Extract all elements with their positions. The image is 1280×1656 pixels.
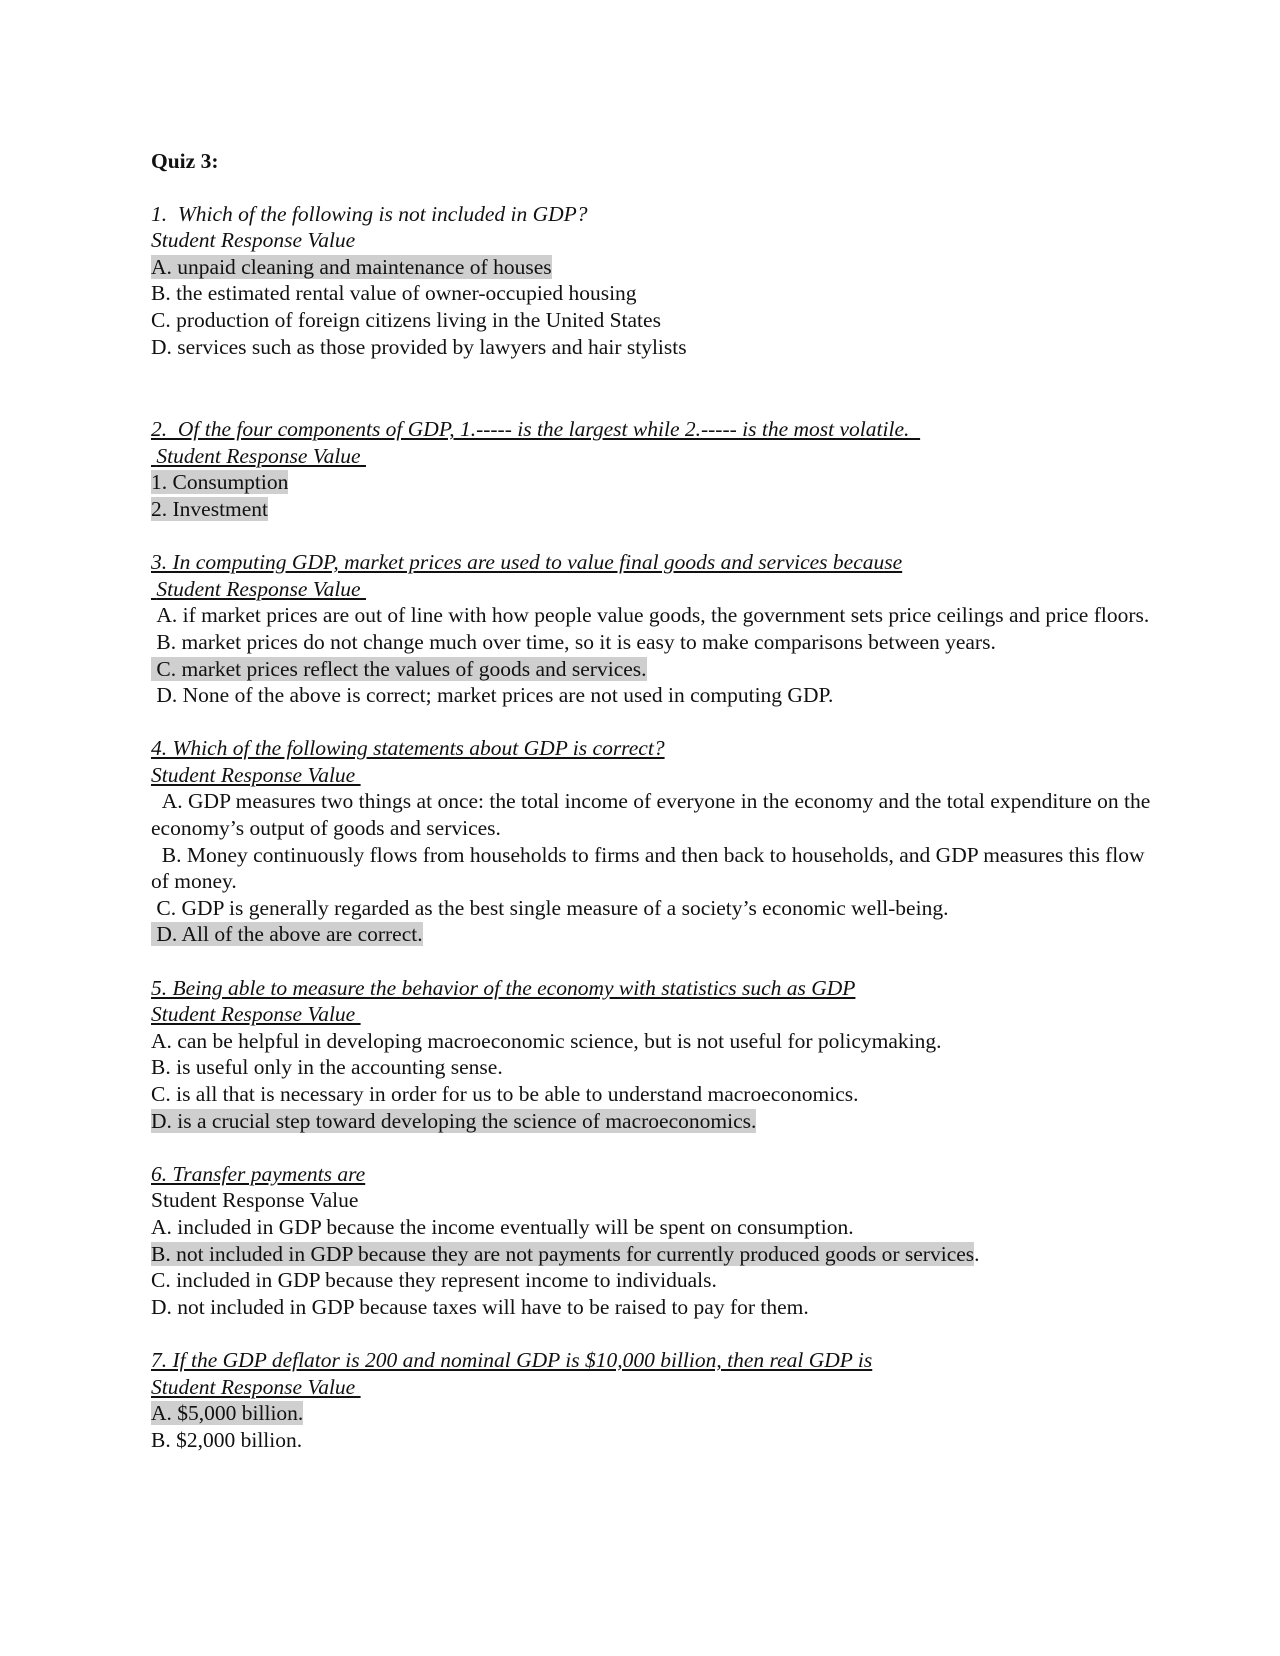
question-6-response-label: Student Response Value (151, 1188, 359, 1213)
question-4-text: 4. Which of the following statements about GDP is correct? (151, 736, 665, 761)
question-3-option-d: D. None of the above is correct; market prices are not used in computing GDP. (151, 683, 834, 708)
question-3-option-b: B. market prices do not change much over time, so it is easy to make comparisons between years. (151, 629, 996, 654)
selected-answer-highlight: 1. Consumption (151, 470, 289, 495)
quiz-title: Quiz 3: (151, 149, 219, 173)
selected-answer-highlight: D. All of the above are correct. (151, 922, 423, 947)
question-2-answer-2 (151, 496, 1151, 523)
question-6-option-c: C. included in GDP because they represent income to individuals. (151, 1268, 717, 1293)
question-4-option-a: A. GDP measures two things at once: the total income of everyone in the economy and the total expenditure on the economy’s output of goods and services. (151, 789, 1156, 841)
question-3-text: 3. In computing GDP, market prices are used to value final goods and services because (151, 550, 903, 575)
question-4 (151, 735, 1156, 948)
question-4-response-label: Student Response Value (151, 762, 361, 787)
spacer (151, 709, 1151, 736)
question-5-text: 5. Being able to measure the behavior of the economy with statistics such as GDP (151, 975, 856, 1000)
question-5 (151, 975, 1151, 1135)
question-3-option-a: A. if market prices are out of line with how people value goods, the government sets price ceilings and price floors. (151, 603, 1150, 628)
spacer (151, 523, 1151, 550)
selected-answer-highlight: A. unpaid cleaning and maintenance of houses (151, 254, 552, 279)
question-6-option-b (151, 1241, 1151, 1268)
question-6 (151, 1161, 1151, 1321)
question-2 (151, 416, 1151, 522)
question-6-text: 6. Transfer payments are (151, 1161, 366, 1186)
question-5-option-c: C. is all that is necessary in order for us to be able to understand macroeconomics. (151, 1082, 859, 1106)
question-3-response-label: Student Response Value (151, 576, 366, 601)
question-5-response-label: Student Response Value (151, 1002, 361, 1027)
question-1-option-d: D. services such as those provided by lawyers and hair stylists (151, 334, 687, 359)
question-1-option-b: B. the estimated rental value of owner-occupied housing (151, 281, 637, 306)
question-7-text: 7. If the GDP deflator is 200 and nominal GDP is $10,000 billion, then real GDP is (151, 1347, 873, 1372)
question-7-option-b: B. $2,000 billion. (151, 1427, 303, 1452)
spacer (151, 1134, 1151, 1161)
question-4-option-d (151, 921, 1151, 948)
question-7-option-a (151, 1400, 1151, 1427)
question-4-option-c: C. GDP is generally regarded as the best single measure of a society’s economic well-being. (151, 895, 949, 920)
selected-answer-highlight: C. market prices reflect the values of goods and services. (151, 656, 647, 681)
question-5-option-a: A. can be helpful in developing macroeconomic science, but is not useful for policymaking. (151, 1028, 942, 1053)
spacer (151, 948, 1151, 975)
question-2-response-label: Student Response Value (151, 443, 366, 468)
spacer (151, 360, 1151, 416)
question-1 (151, 201, 1151, 361)
document-page (151, 148, 1156, 1453)
question-1-text: 1. Which of the following is not included in GDP? (151, 201, 588, 226)
question-7 (151, 1347, 1151, 1453)
option-trailing-period: . (974, 1241, 980, 1266)
spacer (151, 1320, 1151, 1347)
question-5-option-b: B. is useful only in the accounting sense. (151, 1055, 503, 1080)
question-2-text: 2. Of the four components of GDP, 1.----- is the largest while 2.----- is the most volatile. (151, 417, 921, 442)
question-3-option-c (151, 656, 1151, 683)
selected-answer-highlight: D. is a crucial step toward developing the science of macroeconomics. (151, 1108, 757, 1133)
selected-answer-highlight: A. $5,000 billion. (151, 1401, 304, 1426)
question-3 (151, 549, 1151, 709)
question-7-response-label: Student Response Value (151, 1374, 361, 1399)
question-5-option-d (151, 1108, 1151, 1135)
question-2-answer-1 (151, 469, 1151, 496)
question-6-option-d: D. not included in GDP because taxes will have to be raised to pay for them. (151, 1294, 809, 1319)
selected-answer-highlight: 2. Investment (151, 496, 269, 521)
question-4-option-b: B. Money continuously flows from households to firms and then back to households, and GDP measures this flow of money. (151, 842, 1150, 894)
question-6-option-a: A. included in GDP because the income eventually will be spent on consumption. (151, 1214, 854, 1239)
question-1-response-label: Student Response Value (151, 228, 356, 253)
question-1-option-a (151, 254, 1151, 281)
question-1-option-c: C. production of foreign citizens living in the United States (151, 307, 661, 332)
selected-answer-highlight: B. not included in GDP because they are not payments for currently produced goods or services (151, 1241, 975, 1266)
